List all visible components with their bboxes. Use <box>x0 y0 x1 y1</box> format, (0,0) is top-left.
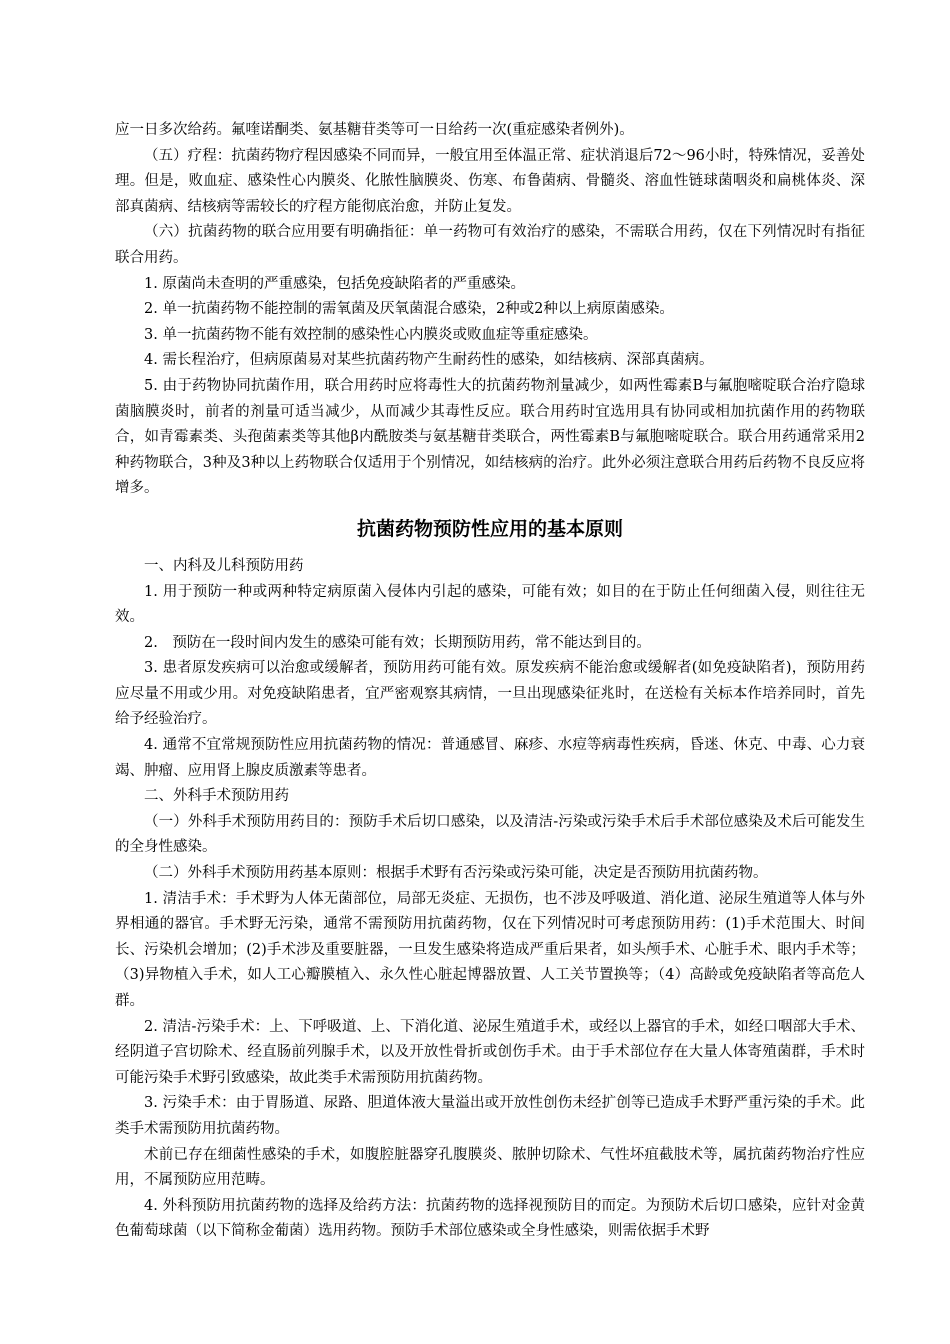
paragraph: （五）疗程：抗菌药物疗程因感染不同而异，一般宜用至体温正常、症状消退后72～96小时，特殊情况，妥善处理。但是，败血症、感染性心内膜炎、化脓性脑膜炎、伤寒、布鲁菌病、骨髓炎、溶血性链球菌咽炎和扁桃体炎、深部真菌病、结核病等需较长的疗程方能彻底治愈，并防止复发。 <box>115 147 865 215</box>
paragraph: 2. 清洁-污染手术：上、下呼吸道、上、下消化道、泌尿生殖道手术，或经以上器官的手术，如经口咽部大手术、经阴道子宫切除术、经直肠前列腺手术，以及开放性骨折或创伤手术。由于手术部位存在大量人体寄殖菌群，手术时可能污染手术野引致感染，故此类手术需预防用抗菌药物。 <box>115 1018 865 1086</box>
paragraph: 术前已存在细菌性感染的手术，如腹腔脏器穿孔腹膜炎、脓肿切除术、气性坏疽截肢术等，属抗菌药物治疗性应用，不属预防应用范畴。 <box>115 1146 865 1189</box>
paragraph: 1. 用于预防一种或两种特定病原菌入侵体内引起的感染，可能有效；如目的在于防止任何细菌入侵，则往往无效。 <box>115 583 865 626</box>
paragraph: 二、外科手术预防用药 <box>144 788 289 805</box>
paragraph: 应一日多次给药。氟喹诺酮类、氨基糖苷类等可一日给药一次(重症感染者例外)。 <box>115 122 634 138</box>
paragraph: 4. 外科预防用抗菌药物的选择及给药方法：抗菌药物的选择视预防目的而定。为预防术后切口感染，应针对金黄色葡萄球菌（以下简称金葡菌）选用药物。预防手术部位感染或全身性感染，则需依据手术野 <box>115 1197 865 1240</box>
paragraph: 2. 单一抗菌药物不能控制的需氧菌及厌氧菌混合感染，2种或2种以上病原菌感染。 <box>144 301 674 318</box>
paragraph: 2. 预防在一段时间内发生的感染可能有效；长期预防用药，常不能达到目的。 <box>144 634 651 651</box>
document-body <box>115 118 865 1245</box>
paragraph: 一、内科及儿科预防用药 <box>144 557 304 574</box>
paragraph: （六）抗菌药物的联合应用要有明确指征：单一药物可有效治疗的感染，不需联合用药，仅在下列情况时有指征联合用药。 <box>115 224 865 266</box>
paragraph: 1. 原菌尚未查明的严重感染，包括免疫缺陷者的严重感染。 <box>144 275 525 292</box>
paragraphs-top <box>115 118 865 502</box>
paragraph: 3. 污染手术：由于胃肠道、尿路、胆道体液大量溢出或开放性创伤未经扩创等已造成手术野严重污染的手术。此类手术需预防用抗菌药物。 <box>115 1095 865 1137</box>
paragraph: 4. 需长程治疗，但病原菌易对某些抗菌药物产生耐药性的感染，如结核病、深部真菌病。 <box>144 352 714 369</box>
paragraph: 3. 患者原发疾病可以治愈或缓解者，预防用药可能有效。原发疾病不能治愈或缓解者(如免疫缺陷者)，预防用药应尽量不用或少用。对免疫缺陷患者，宜严密观察其病情，一旦出现感染征兆时，在送检有关标本作培养同时，首先给予经验治疗。 <box>115 660 865 728</box>
section-title: 抗菌药物预防性应用的基本原则 <box>356 517 623 540</box>
paragraph: （一）外科手术预防用药目的：预防手术后切口感染，以及清洁-污染或污染手术后手术部位感染及术后可能发生的全身性感染。 <box>115 813 865 856</box>
paragraph: 1. 清洁手术：手术野为人体无菌部位，局部无炎症、无损伤，也不涉及呼吸道、消化道、泌尿生殖道等人体与外界相通的器官。手术野无污染，通常不需预防用抗菌药物，仅在下列情况时可考虑预防用药：(1)手术范围大、时间长、污染机会增加；(2)手术涉及重要脏器，一旦发生感染将造成严重后果者，如头颅手术、心脏手术、眼内手术等；（3)异物植入手术，如人工心瓣膜植入、永久性心脏起博器放置、人工关节置换等；（4）高龄或免疫缺陷者等高危人群。 <box>115 890 865 1009</box>
paragraph: （二）外科手术预防用药基本原则：根据手术野有否污染或污染可能，决定是否预防用抗菌药物。 <box>144 865 768 882</box>
paragraph: 3. 单一抗菌药物不能有效控制的感染性心内膜炎或败血症等重症感染。 <box>144 326 598 343</box>
paragraph: 4. 通常不宜常规预防性应用抗菌药物的情况：普通感冒、麻疹、水痘等病毒性疾病，昏迷、休克、中毒、心力衰竭、肿瘤、应用肾上腺皮质激素等患者。 <box>115 737 865 779</box>
paragraphs-bottom <box>115 554 865 1245</box>
paragraph: 5. 由于药物协同抗菌作用，联合用药时应将毒性大的抗菌药物剂量减少，如两性霉素B与氟胞嘧啶联合治疗隐球菌脑膜炎时，前者的剂量可适当减少，从而减少其毒性反应。联合用药时宜选用具有协同或相加抗菌作用的药物联合，如青霉素类、头孢菌素类等其他β内酰胺类与氨基糖苷类联合，两性霉素B与氟胞嘧啶联合。联合用药通常采用2种药物联合，3种及3种以上药物联合仅适用于个别情况，如结核病的治疗。此外必须注意联合用药后药物不良反应将增多。 <box>115 377 865 497</box>
